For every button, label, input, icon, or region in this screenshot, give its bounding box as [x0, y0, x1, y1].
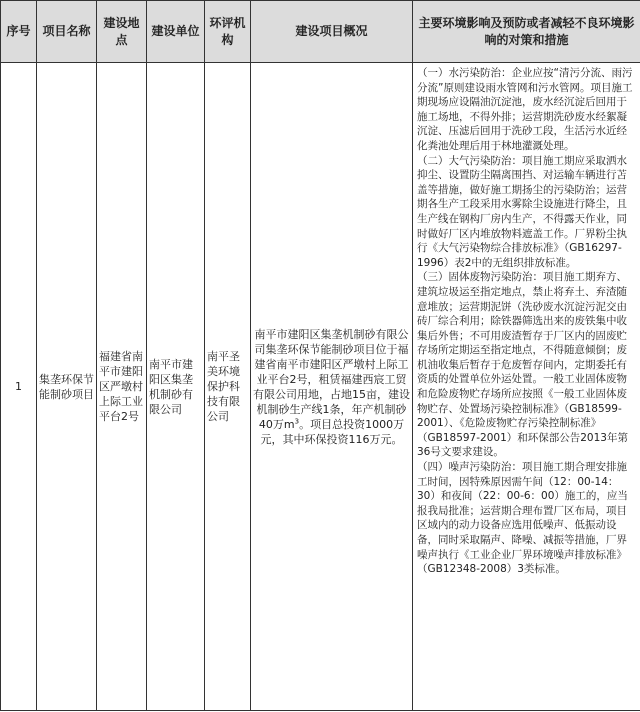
header-builder: 建设单位 [147, 1, 205, 63]
cell-overview [251, 63, 413, 711]
cell-no: 1 [1, 63, 37, 711]
measure-noise: （四）噪声污染防治：项目施工期合理安排施工时间，因特殊原因需午间（12：00-14：30）和夜间（22：00-6：00）施工的，应当报我局批准；运营期合理布置厂区布局，项目区域内的动力设备应选用低噪声、低振动设备，同时采取隔声、降噪、减振等措施，厂界噪声执行《工业企业厂界环境噪声排放标准》（GB12348-2008）3类标准。 [417, 461, 628, 576]
header-eia-agency: 环评机构 [205, 1, 251, 63]
overview-text: 南平市建阳区集垄机制砂有限公司集垄环保节能制砂项目位于福建省南平市建阳区严墩村上际工业平台2号，租赁福建西宸工贸有限公司用地，占地15亩，建设机制砂生产线1条，年产机制砂40万m [253, 327, 410, 431]
header-no: 序号 [1, 1, 37, 63]
header-row [1, 1, 640, 63]
cell-measures [413, 63, 640, 711]
header-project-name: 项目名称 [37, 1, 97, 63]
measure-solid-waste: （三）固体废物污染防治：项目施工期弃方、建筑垃圾运至指定地点，禁止将弃土、弃渣随意堆放；运营期泥饼（洗砂废水沉淀污泥交由砖厂综合利用；除铁器筛选出来的废铁集中收集后外售；不可用废渣暂存于厂区内的固废贮存场所定期运至指定地点，不得随意倾倒；废机油收集后暂存于危废暂存间内，定期委托有资质的处置单位外运处置。一般工业固体废物和危险废物贮存场所应按照《一般工业固体废物贮存、处置场污染控制标准》（GB18599-2001）、《危险废物贮存污染控制标准》（GB18597-2001）和环保部公告2013年第36号文要求建设。 [417, 271, 628, 459]
header-measures: 主要环境影响及预防或者减轻不良环境影响的对策和措施 [413, 1, 640, 63]
overview-text-tail: 。项目总投资1000万元，其中环保投资116万元。 [260, 417, 405, 446]
measure-water: （一）水污染防治：企业应按“清污分流、雨污分流”原则建设雨水管网和污水管网。项目施工期现场应设隔油沉淀池，废水经沉淀后回用于施工场地，不得外排；运营期洗砂废水经絮凝沉淀、压滤后回用于洗砂工段，生活污水近经化粪池处理后用于林地灌溉处理。 [417, 67, 633, 152]
header-overview: 建设项目概况 [251, 1, 413, 63]
cell-eia-agency: 南平圣美环境保护科技有限公司 [205, 63, 251, 711]
measure-air: （二）大气污染防治：项目施工期应采取洒水抑尘、设置防尘隔离围挡、对运输车辆进行苫盖等措施，做好施工期扬尘的污染防治；运营期各生产工段采用水雾除尘设施进行降尘，且生产线在钢构厂房内生产，不得露天作业，同时做好厂区内堆放物料遮盖工作。厂界粉尘执行《大气污染物综合排放标准》（GB16297-1996）表2中的无组织排放标准。 [417, 154, 627, 269]
table-row [1, 63, 640, 711]
cell-builder: 南平市建阳区集垄机制砂有限公司 [147, 63, 205, 711]
cell-location: 福建省南平市建阳区严墩村上际工业平台2号 [97, 63, 147, 711]
overview-superscript: 3 [294, 416, 300, 425]
header-location: 建设地点 [97, 1, 147, 63]
cell-project-name: 集垄环保节能制砂项目 [37, 63, 97, 711]
